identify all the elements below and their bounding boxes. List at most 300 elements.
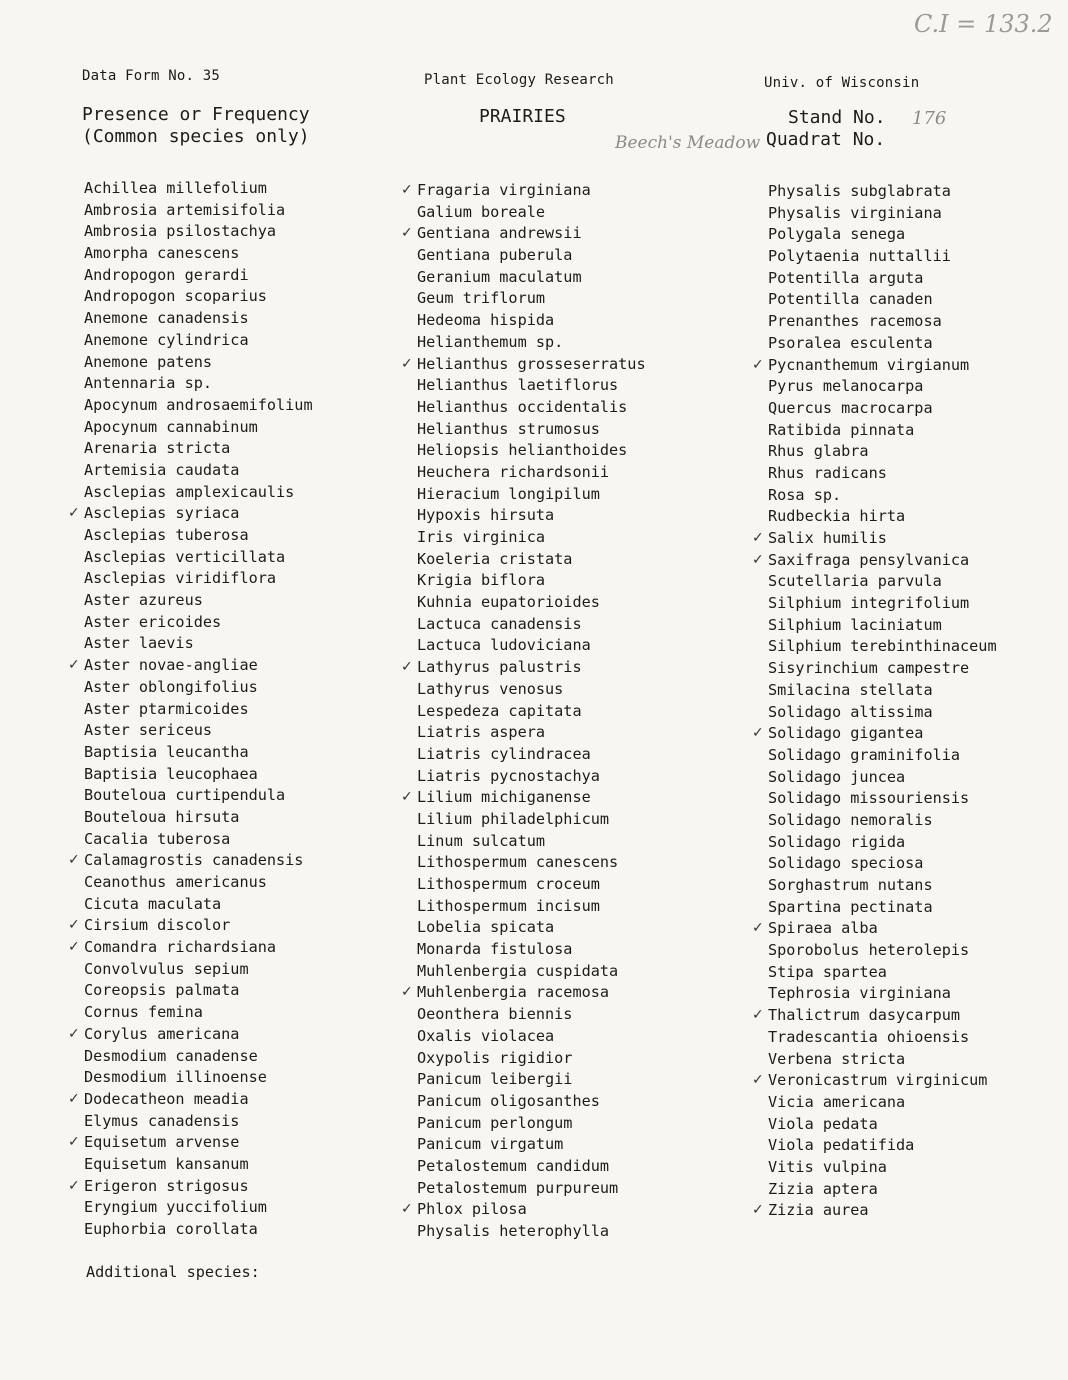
species-name: Equisetum kansanum (84, 1154, 249, 1173)
species-name: Hypoxis hirsuta (417, 506, 555, 525)
species-row (417, 505, 646, 527)
species-row (401, 787, 646, 809)
species-row (768, 940, 997, 962)
species-row (768, 224, 997, 246)
species-name: Arenaria stricta (84, 439, 231, 458)
species-name: Solidago rigida (768, 832, 906, 851)
species-row (768, 680, 997, 702)
check-mark-icon: ✓ (401, 355, 413, 372)
species-row (84, 286, 313, 308)
check-mark-icon: ✓ (401, 659, 413, 676)
check-mark-icon: ✓ (68, 657, 80, 674)
species-name: Koeleria cristata (417, 549, 573, 568)
species-name: Erigeron strigosus (84, 1176, 249, 1195)
species-row (84, 460, 313, 482)
species-name: Asclepias amplexicaulis (84, 482, 295, 501)
species-row (417, 635, 646, 657)
species-row (417, 267, 646, 289)
species-row (84, 373, 313, 395)
check-mark-icon: ✓ (752, 725, 764, 742)
species-name: Krigia biflora (417, 571, 546, 590)
check-mark-icon: ✓ (68, 1025, 80, 1042)
species-name: Panicum perlongum (417, 1113, 573, 1132)
species-name: Aster laevis (84, 634, 194, 653)
species-name: Helianthemum sp. (417, 332, 564, 351)
species-row (84, 438, 313, 460)
species-row (768, 636, 997, 658)
species-row (768, 593, 997, 615)
species-row (84, 221, 313, 243)
species-name: Lespedeza capitata (417, 701, 582, 720)
species-row (768, 1157, 997, 1179)
species-name: Apocynum androsaemifolium (84, 395, 313, 414)
species-row (417, 896, 646, 918)
species-row (84, 265, 313, 287)
species-name: Lilium michiganense (417, 788, 591, 807)
species-row (84, 417, 313, 439)
species-name: Helianthus occidentalis (417, 397, 628, 416)
stand-number-handwritten: 176 (912, 108, 947, 129)
species-name: Ambrosia psilostachya (84, 222, 277, 241)
species-row (84, 1154, 313, 1176)
species-name: Antennaria sp. (84, 374, 213, 393)
check-mark-icon: ✓ (752, 551, 764, 568)
species-row (417, 1178, 646, 1200)
species-row (417, 1004, 646, 1026)
species-name: Comandra richardsiana (84, 938, 277, 957)
species-row (84, 980, 313, 1002)
species-row (401, 982, 646, 1004)
species-name: Ambrosia artemisifolia (84, 200, 286, 219)
species-name: Geranium maculatum (417, 267, 582, 286)
species-name: Veronicastrum virginicum (768, 1071, 988, 1090)
species-row (752, 355, 997, 377)
species-row (752, 918, 997, 940)
university: Univ. of Wisconsin (764, 75, 920, 91)
species-row (84, 525, 313, 547)
species-name: Bouteloua curtipendula (84, 786, 286, 805)
species-name: Solidago graminifolia (768, 745, 961, 764)
species-name: Silphium laciniatum (768, 615, 942, 634)
page-title: PRAIRIES (479, 106, 566, 127)
check-mark-icon: ✓ (68, 939, 80, 956)
species-name: Solidago speciosa (768, 854, 924, 873)
species-row (417, 310, 646, 332)
species-row (752, 528, 997, 550)
species-row (768, 897, 997, 919)
species-row (752, 1070, 997, 1092)
species-row (417, 614, 646, 636)
species-row (417, 570, 646, 592)
species-name: Sorghastrum nutans (768, 876, 933, 894)
species-name: Solidago nemoralis (768, 810, 933, 829)
additional-species-label: Additional species: (86, 1263, 260, 1281)
species-row (84, 1002, 313, 1024)
ci-annotation: C.I = 133.2 (914, 10, 1053, 38)
species-name: Physalis virginiana (768, 203, 942, 222)
species-row (752, 550, 997, 572)
species-row (768, 420, 997, 442)
species-row (768, 376, 997, 398)
species-name: Tradescantia ohioensis (768, 1027, 970, 1046)
species-name: Heuchera richardsonii (417, 462, 610, 481)
species-row (68, 1089, 313, 1111)
species-row (417, 419, 646, 441)
species-name: Ratibida pinnata (768, 420, 915, 439)
species-name: Cacalia tuberosa (84, 829, 231, 848)
species-name: Galium boreale (417, 202, 546, 221)
species-name: Potentilla arguta (768, 268, 924, 287)
check-mark-icon: ✓ (68, 1177, 80, 1194)
species-name: Lactuca canadensis (417, 614, 582, 633)
species-row (84, 1067, 313, 1089)
species-name: Baptisia leucophaea (84, 764, 258, 783)
subtitle-line2: (Common species only) (82, 126, 310, 147)
species-row (84, 568, 313, 590)
species-row (401, 223, 646, 245)
species-name: Solidago missouriensis (768, 789, 970, 808)
species-row (768, 463, 997, 485)
species-row (417, 1091, 646, 1113)
species-name: Anemone canadensis (84, 309, 249, 328)
species-name: Petalostemum purpureum (417, 1178, 619, 1197)
species-name: Vitis vulpina (768, 1157, 887, 1176)
species-row (84, 699, 313, 721)
species-name: Elymus canadensis (84, 1111, 240, 1130)
species-row (417, 766, 646, 788)
species-row (768, 788, 997, 810)
species-name: Lathyrus venosus (417, 679, 564, 698)
species-row (768, 311, 997, 333)
subtitle-line1: Presence or Frequency (82, 104, 310, 125)
species-row (768, 615, 997, 637)
species-name: Pycnanthemum virgianum (768, 355, 970, 374)
species-row (417, 527, 646, 549)
species-row (768, 485, 997, 507)
species-name: Iris virginica (417, 528, 546, 546)
species-row (768, 181, 997, 203)
species-name: Liatris cylindracea (417, 744, 591, 763)
species-row (768, 333, 997, 355)
species-name: Viola pedata (768, 1114, 878, 1133)
species-name: Rudbeckia hirta (768, 507, 906, 526)
species-row (84, 633, 313, 655)
species-row (768, 875, 997, 897)
species-row (84, 872, 313, 894)
species-name: Aster novae-angliae (84, 656, 258, 675)
species-name: Dodecatheon meadia (84, 1089, 249, 1108)
species-name: Aster azureus (84, 591, 203, 610)
species-name: Cicuta maculata (84, 894, 222, 913)
species-name: Liatris aspera (417, 723, 546, 742)
species-row (768, 767, 997, 789)
species-name: Geum triflorum (417, 289, 546, 308)
species-name: Eryngium yuccifolium (84, 1198, 267, 1217)
species-row (768, 810, 997, 832)
species-row (768, 571, 997, 593)
species-name: Panicum oligosanthes (417, 1091, 600, 1110)
species-name: Solidago altissima (768, 702, 933, 721)
species-name: Anemone cylindrica (84, 330, 249, 349)
species-row (417, 462, 646, 484)
species-name: Physalis heterophylla (417, 1222, 610, 1240)
species-row (417, 1113, 646, 1135)
species-name: Hedeoma hispida (417, 311, 555, 330)
species-row (417, 809, 646, 831)
species-name: Bouteloua hirsuta (84, 807, 240, 826)
species-name: Sisyrinchium campestre (768, 659, 970, 678)
species-name: Corylus americana (84, 1024, 240, 1043)
species-row (417, 831, 646, 853)
check-mark-icon: ✓ (401, 1201, 413, 1218)
species-name: Helianthus grosseserratus (417, 354, 646, 373)
species-row (417, 917, 646, 939)
species-name: Andropogon scoparius (84, 287, 267, 306)
species-name: Panicum virgatum (417, 1135, 564, 1154)
species-row (417, 397, 646, 419)
species-row (417, 549, 646, 571)
species-name: Thalictrum dasycarpum (768, 1006, 961, 1025)
species-row (417, 1134, 646, 1156)
species-row (417, 1069, 646, 1091)
species-name: Vicia americana (768, 1092, 906, 1111)
species-row (68, 937, 313, 959)
species-name: Monarda fistulosa (417, 940, 573, 959)
species-column-1 (68, 178, 313, 1241)
species-name: Gentiana puberula (417, 246, 573, 265)
species-name: Silphium terebinthinaceum (768, 637, 997, 656)
check-mark-icon: ✓ (752, 1202, 764, 1219)
species-name: Aster oblongifolius (84, 677, 258, 696)
species-name: Pyrus melanocarpa (768, 377, 924, 396)
species-name: Asclepias viridiflora (84, 569, 277, 588)
species-row (768, 506, 997, 528)
species-row (84, 764, 313, 786)
check-mark-icon: ✓ (752, 920, 764, 937)
species-name: Polytaenia nuttallii (768, 247, 951, 266)
species-row (68, 915, 313, 937)
check-mark-icon: ✓ (752, 356, 764, 373)
species-name: Cirsium discolor (84, 916, 231, 935)
species-row (84, 547, 313, 569)
check-mark-icon: ✓ (752, 530, 764, 546)
species-name: Lithospermum canescens (417, 853, 619, 872)
check-mark-icon: ✓ (401, 984, 413, 1001)
species-row (68, 1132, 313, 1154)
species-name: Heliopsis helianthoides (417, 441, 628, 460)
species-row (84, 200, 313, 222)
species-name: Liatris pycnostachya (417, 766, 600, 785)
species-row (768, 398, 997, 420)
species-row (68, 1176, 313, 1198)
species-row (84, 395, 313, 417)
species-name: Prenanthes racemosa (768, 312, 942, 331)
species-name: Coreopsis palmata (84, 981, 240, 1000)
species-row (84, 894, 313, 916)
species-name: Rosa sp. (768, 485, 842, 504)
species-name: Zizia aptera (768, 1179, 878, 1198)
species-row (84, 178, 313, 200)
species-row (84, 352, 313, 374)
species-name: Panicum leibergii (417, 1070, 573, 1089)
species-name: Aster ericoides (84, 612, 222, 631)
species-row (417, 1026, 646, 1048)
species-row (68, 1024, 313, 1046)
species-name: Viola pedatifida (768, 1136, 915, 1155)
check-mark-icon: ✓ (752, 1072, 764, 1089)
species-name: Physalis subglabrata (768, 182, 951, 200)
species-row (768, 983, 997, 1005)
species-name: Muhlenbergia cuspidata (417, 961, 619, 980)
species-name: Convolvulus sepium (84, 959, 249, 978)
site-name-handwritten: Beech's Meadow (615, 133, 761, 153)
species-row (84, 807, 313, 829)
species-name: Baptisia leucantha (84, 742, 249, 761)
species-row (768, 962, 997, 984)
species-name: Lobelia spicata (417, 918, 555, 937)
species-row (68, 850, 313, 872)
species-row (84, 482, 313, 504)
species-row (417, 1221, 646, 1243)
species-name: Salix humilis (768, 529, 887, 547)
species-name: Phlox pilosa (417, 1200, 527, 1219)
species-name: Euphorbia corollata (84, 1220, 258, 1238)
species-name: Asclepias verticillata (84, 547, 286, 566)
species-name: Oxalis violacea (417, 1026, 555, 1045)
species-name: Linum sulcatum (417, 831, 546, 850)
species-name: Helianthus laetiflorus (417, 376, 619, 395)
species-row (417, 744, 646, 766)
species-name: Amorpha canescens (84, 244, 240, 263)
species-name: Lithospermum incisum (417, 896, 600, 915)
species-name: Asclepias syriaca (84, 504, 240, 523)
species-name: Ceanothus americanus (84, 873, 267, 891)
species-name: Stipa spartea (768, 962, 887, 981)
species-row (84, 612, 313, 634)
species-row (68, 655, 313, 677)
check-mark-icon: ✓ (68, 505, 80, 522)
species-name: Lactuca ludoviciana (417, 636, 591, 655)
species-name: Smilacina stellata (768, 680, 933, 699)
species-name: Silphium integrifolium (768, 594, 970, 613)
species-name: Asclepias tuberosa (84, 526, 249, 544)
species-name: Lathyrus palustris (417, 658, 582, 677)
species-name: Achillea millefolium (84, 179, 267, 197)
species-name: Tephrosia virginiana (768, 984, 951, 1003)
species-row (417, 484, 646, 506)
species-name: Scutellaria parvula (768, 572, 942, 591)
species-row (84, 1197, 313, 1219)
check-mark-icon: ✓ (401, 182, 413, 198)
check-mark-icon: ✓ (68, 852, 80, 869)
species-row (401, 1199, 646, 1221)
species-name: Potentilla canaden (768, 290, 933, 309)
species-name: Gentiana andrewsii (417, 224, 582, 243)
species-row (768, 1027, 997, 1049)
species-row (417, 375, 646, 397)
species-name: Zizia aurea (768, 1201, 869, 1220)
species-name: Aster sericeus (84, 721, 213, 740)
species-column-2 (401, 180, 646, 1243)
organization: Plant Ecology Research (424, 72, 614, 88)
species-row (417, 332, 646, 354)
species-row (417, 592, 646, 614)
species-name: Equisetum arvense (84, 1133, 240, 1152)
species-row (84, 742, 313, 764)
species-name: Rhus glabra (768, 442, 869, 461)
species-row (417, 245, 646, 267)
species-name: Muhlenbergia racemosa (417, 983, 610, 1002)
species-name: Rhus radicans (768, 463, 887, 482)
stand-label: Stand No. (788, 107, 886, 128)
species-row (84, 785, 313, 807)
species-row (768, 1049, 997, 1071)
species-name: Verbena stricta (768, 1049, 906, 1068)
species-row (84, 829, 313, 851)
species-row (84, 590, 313, 612)
species-row (84, 1111, 313, 1133)
species-name: Fragaria virginiana (417, 181, 591, 199)
species-row (84, 330, 313, 352)
species-row (401, 657, 646, 679)
species-row (84, 308, 313, 330)
species-row (752, 1200, 997, 1222)
species-name: Apocynum cannabinum (84, 417, 258, 436)
species-name: Spiraea alba (768, 919, 878, 938)
species-name: Desmodium canadense (84, 1046, 258, 1065)
species-name: Petalostemum candidum (417, 1156, 610, 1175)
species-row (417, 1156, 646, 1178)
species-row (768, 246, 997, 268)
species-name: Solidago gigantea (768, 724, 924, 743)
species-row (768, 1135, 997, 1157)
species-name: Polygala senega (768, 225, 906, 244)
species-name: Helianthus strumosus (417, 419, 600, 438)
species-name: Sporobolus heterolepis (768, 941, 970, 960)
species-row (768, 1179, 997, 1201)
species-name: Psoralea esculenta (768, 333, 933, 352)
species-row (768, 441, 997, 463)
check-mark-icon: ✓ (401, 225, 413, 242)
species-name: Andropogon gerardi (84, 265, 249, 284)
species-row (768, 203, 997, 225)
species-name: Kuhnia eupatorioides (417, 593, 600, 612)
species-name: Quercus macrocarpa (768, 398, 933, 417)
check-mark-icon: ✓ (752, 1007, 764, 1024)
check-mark-icon: ✓ (68, 1134, 80, 1151)
species-name: Lilium philadelphicum (417, 809, 610, 828)
species-row (768, 658, 997, 680)
check-mark-icon: ✓ (401, 789, 413, 806)
species-name: Oxypolis rigidior (417, 1048, 573, 1067)
quadrat-label: Quadrat No. (766, 129, 886, 150)
species-row (417, 1048, 646, 1070)
species-name: Cornus femina (84, 1003, 203, 1022)
form-number: Data Form No. 35 (82, 68, 221, 84)
species-name: Spartina pectinata (768, 897, 933, 916)
species-name: Saxifraga pensylvanica (768, 550, 970, 569)
species-row (768, 832, 997, 854)
species-row (752, 1005, 997, 1027)
species-row (84, 1219, 313, 1241)
species-row (768, 745, 997, 767)
species-row (84, 720, 313, 742)
species-name: Solidago juncea (768, 767, 906, 786)
species-row (768, 268, 997, 290)
species-row (768, 1114, 997, 1136)
species-row (84, 1046, 313, 1068)
species-row (84, 677, 313, 699)
